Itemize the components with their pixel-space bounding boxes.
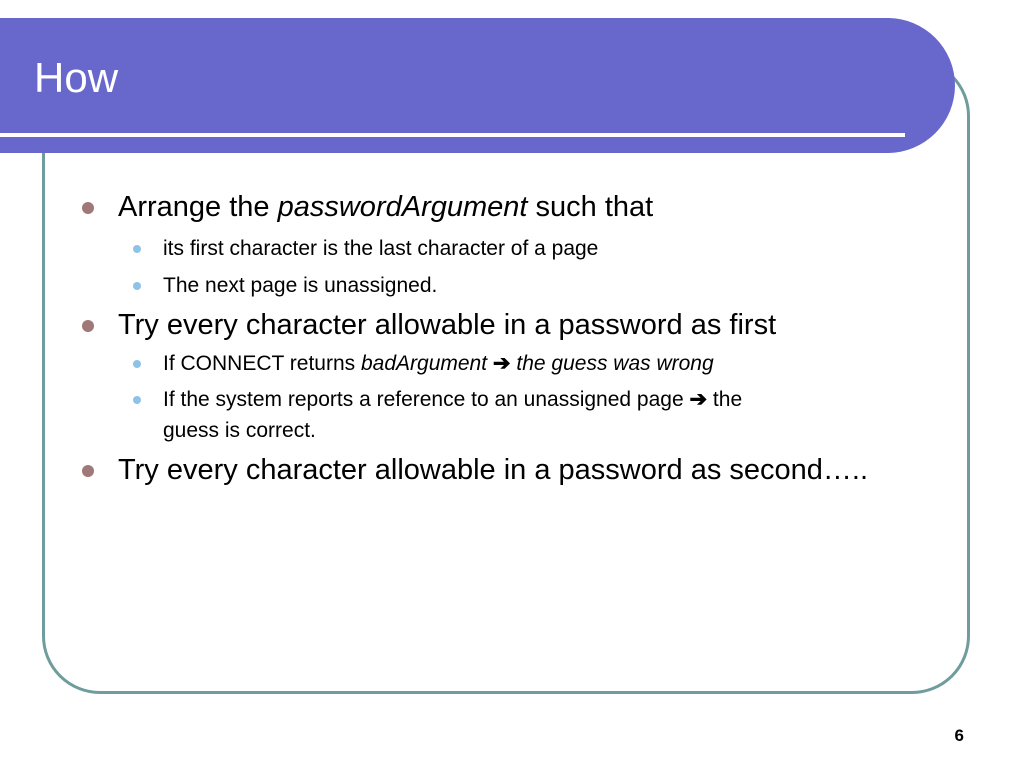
sub-bullet-dot-icon	[133, 360, 141, 368]
sub-bullet-dot-icon	[133, 245, 141, 253]
right-arrow-icon: ➔	[689, 388, 708, 411]
sub-bullet-dot-icon	[133, 396, 141, 404]
sub-bullet-connect-returns	[163, 348, 714, 379]
bullet-emphasis: passwordArgument	[277, 191, 528, 223]
title-rule	[0, 133, 905, 137]
bullet-text: the	[707, 388, 743, 411]
bullet-dot-icon	[82, 465, 94, 477]
bullet-text: If CONNECT returns	[163, 352, 361, 375]
bullet-dot-icon	[82, 202, 94, 214]
page-number: 6	[954, 726, 964, 745]
bullet-text: Arrange the	[118, 191, 278, 223]
sub-bullet-dot-icon	[133, 282, 141, 290]
bullet-emphasis: the guess was wrong	[516, 352, 714, 375]
bullet-text: If the system reports a reference to an unassigned page	[163, 388, 690, 411]
bullet-emphasis: badArgument	[360, 352, 488, 375]
slide-title: How	[34, 54, 119, 101]
bullet-dot-icon	[82, 320, 94, 332]
sub-bullet-first-character: its first character is the last character of a page	[163, 237, 599, 260]
sub-bullet-system-reports-continued: guess is correct.	[163, 419, 316, 442]
right-arrow-icon: ➔	[492, 352, 511, 375]
bullet-try-every-second: Try every character allowable in a password as second…..	[118, 454, 869, 486]
sub-bullet-system-reports	[163, 384, 742, 415]
bullet-arrange-password-argument	[118, 190, 653, 224]
bullet-try-every-first: Try every character allowable in a password as first	[118, 309, 777, 341]
bullet-text: such that	[527, 191, 654, 223]
sub-bullet-next-page: The next page is unassigned.	[163, 274, 438, 297]
